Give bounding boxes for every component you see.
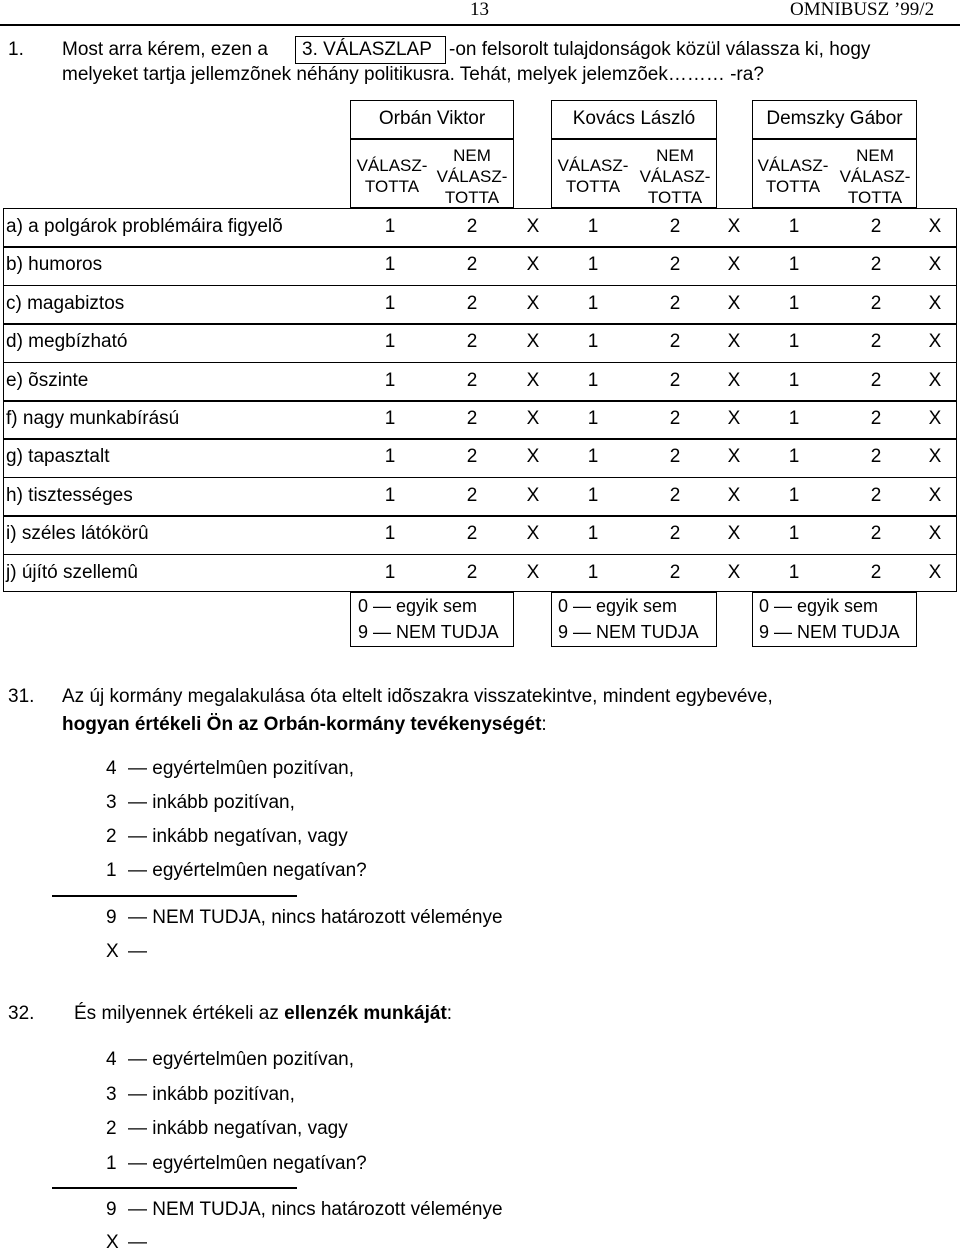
politician-name-1: Orbán Viktor [378, 108, 486, 129]
subheader-not-selected-3 [834, 145, 916, 208]
response-code[interactable]: 2 [669, 561, 681, 583]
response-code[interactable]: 1 [587, 446, 599, 468]
response-code[interactable]: X [928, 408, 942, 429]
response-code[interactable]: 2 [669, 369, 681, 391]
option-text: egyértelmûen pozitívan, [152, 1049, 355, 1070]
q32-text [74, 1003, 452, 1025]
response-code[interactable]: 2 [466, 369, 478, 391]
option-code: 2 [106, 1118, 117, 1139]
q31-line2-bold: hogyan értékeli Ön az Orbán-kormány tevékenységét [62, 714, 542, 735]
option-code: 9 [106, 1199, 117, 1220]
option-code: X [106, 941, 119, 962]
q1-text-line2: melyeket tartja jellemzõnek néhány politikusra. Tehát, melyek jelemzõek……… -ra? [62, 64, 764, 85]
response-code[interactable]: 2 [466, 484, 478, 506]
header-rule [0, 24, 960, 26]
option-code: 3 [106, 1084, 117, 1105]
response-code[interactable]: 2 [870, 523, 882, 545]
response-code[interactable]: 1 [788, 561, 800, 583]
response-code[interactable]: X [928, 523, 942, 545]
subheader-line: TOTTA [364, 177, 420, 196]
response-code[interactable]: 2 [669, 292, 681, 314]
option-code: 9 [106, 907, 117, 928]
q31-line2-end: : [541, 714, 547, 735]
row-label: b) humoros [6, 254, 103, 276]
row-divider [3, 515, 957, 517]
response-code[interactable]: X [928, 561, 942, 583]
row-divider [3, 362, 957, 364]
q32-option-1: 1 — egyértelmûen negatívan? [106, 1153, 367, 1174]
response-code[interactable]: 2 [870, 484, 882, 506]
response-code[interactable]: 2 [870, 369, 882, 391]
q32-text-end: : [446, 1003, 453, 1024]
response-code[interactable]: 1 [788, 484, 800, 506]
publication-title: OMNIBUSZ ’99/2 [790, 0, 935, 20]
response-code[interactable]: 1 [788, 369, 800, 391]
footer-line-none-1: 0 — egyik sem [358, 596, 478, 616]
q31-line2 [62, 714, 547, 736]
response-code[interactable]: X [727, 523, 741, 545]
response-code[interactable]: X [526, 292, 540, 314]
response-code[interactable]: 1 [788, 446, 800, 468]
q31-option-4: 4 — egyértelmûen pozitívan, [106, 758, 355, 779]
q32-number: 32. [8, 1003, 35, 1024]
q31-option-1: 1 — egyértelmûen negatívan? [106, 860, 367, 881]
response-code[interactable]: 1 [384, 484, 396, 506]
response-code[interactable]: X [928, 446, 942, 468]
response-code[interactable]: 1 [587, 216, 599, 237]
response-code[interactable]: 2 [870, 254, 882, 276]
response-code[interactable]: 1 [587, 292, 599, 314]
politician-header-divider-3 [752, 138, 917, 140]
row-label: h) tisztességes [6, 484, 133, 506]
subheader-line: TOTTA [765, 177, 821, 196]
q32-option-2: 2 — inkább negatívan, vagy [106, 1118, 348, 1139]
q32-separator [52, 1187, 297, 1189]
row-divider [3, 323, 957, 325]
option-code: 3 [106, 792, 117, 813]
response-code[interactable]: 1 [587, 523, 599, 545]
response-code[interactable]: 1 [587, 484, 599, 506]
row-label: g) tapasztalt [6, 446, 110, 468]
response-code[interactable]: X [727, 216, 741, 237]
subheader-line: VÁLASZ- [639, 167, 711, 186]
response-code[interactable]: 1 [788, 331, 800, 353]
response-code[interactable]: 2 [466, 408, 478, 429]
row-divider [3, 246, 957, 248]
q1-text-after: -on felsorolt tulajdonságok közül válassza ki, hogy [449, 39, 871, 60]
option-code: 4 [106, 1049, 117, 1070]
response-code[interactable]: X [727, 331, 741, 353]
response-code[interactable]: 2 [466, 216, 478, 237]
option-text: NEM TUDJA, nincs határozott véleménye [152, 1199, 503, 1220]
subheader-selected-1 [352, 155, 432, 197]
subheader-line: VÁLASZ- [839, 167, 911, 186]
footer-line-dontknow-2: 9 — NEM TUDJA [558, 622, 699, 642]
option-code: 4 [106, 758, 117, 779]
subheader-line: NEM [656, 146, 694, 165]
response-code[interactable]: X [526, 369, 540, 391]
response-code[interactable]: 1 [384, 408, 396, 429]
response-code[interactable]: X [928, 369, 942, 391]
option-text: inkább negatívan, vagy [152, 826, 348, 847]
response-code[interactable]: 2 [870, 408, 882, 429]
subheader-selected-2 [553, 155, 633, 197]
row-label: d) megbízható [6, 331, 128, 353]
response-code[interactable]: 2 [466, 331, 478, 353]
row-divider [3, 438, 957, 440]
row-divider [3, 285, 957, 287]
q31-number: 31. [8, 686, 35, 707]
response-code[interactable]: 2 [466, 254, 478, 276]
q31-option-9: 9 — NEM TUDJA, nincs határozott véleménye [106, 907, 503, 928]
q32-option-3: 3 — inkább pozitívan, [106, 1084, 295, 1105]
response-code[interactable]: 2 [466, 523, 478, 545]
subheader-line: NEM [856, 146, 894, 165]
response-code[interactable]: X [526, 216, 540, 237]
response-code[interactable]: 1 [788, 216, 800, 237]
q32-text-bold: ellenzék munkáját [284, 1003, 447, 1024]
subheader-not-selected-1 [432, 145, 512, 208]
response-code[interactable]: 2 [669, 446, 681, 468]
response-code[interactable]: 2 [669, 523, 681, 545]
response-code[interactable]: 1 [788, 523, 800, 545]
footer-line-none-2: 0 — egyik sem [558, 596, 678, 616]
response-code[interactable]: X [727, 254, 741, 276]
politician-header-divider-1 [350, 138, 514, 140]
response-code[interactable]: X [928, 292, 942, 314]
response-code[interactable]: 1 [384, 369, 396, 391]
row-label: i) széles látókörû [6, 523, 149, 545]
response-code[interactable]: X [526, 561, 540, 583]
response-code[interactable]: 2 [466, 561, 478, 583]
page-number: 13 [470, 0, 489, 20]
response-code[interactable]: 1 [384, 292, 396, 314]
row-label: j) újító szellemû [6, 561, 138, 583]
option-code: 2 [106, 826, 117, 847]
response-code[interactable]: 2 [870, 216, 882, 237]
response-code[interactable]: 2 [466, 446, 478, 468]
q32-option-9: 9 — NEM TUDJA, nincs határozott véleménye [106, 1199, 503, 1220]
response-code[interactable]: 1 [384, 216, 396, 237]
option-code: 1 [106, 1153, 117, 1174]
subheader-line: VÁLASZ- [557, 156, 629, 175]
response-code[interactable]: 2 [669, 254, 681, 276]
subheader-line: VÁLASZ- [757, 156, 829, 175]
subheader-not-selected-2 [634, 145, 716, 208]
subheader-line: VÁLASZ- [356, 156, 428, 175]
row-label: a) a polgárok problémáira figyelõ [6, 216, 283, 237]
response-code[interactable]: 2 [669, 484, 681, 506]
response-code[interactable]: 1 [788, 408, 800, 429]
option-text: inkább negatívan, vagy [152, 1118, 348, 1139]
response-code[interactable]: 1 [788, 292, 800, 314]
footer-line-dontknow-1: 9 — NEM TUDJA [358, 622, 499, 642]
footer-line-dontknow-3: 9 — NEM TUDJA [759, 622, 900, 642]
option-text: egyértelmûen negatívan? [152, 860, 367, 881]
subheader-line: NEM [453, 146, 491, 165]
response-code[interactable]: X [526, 484, 540, 506]
subheader-line: TOTTA [647, 188, 703, 207]
q1-text-before: Most arra kérem, ezen a [62, 39, 268, 60]
row-label: c) magabiztos [6, 292, 125, 314]
response-code[interactable]: X [928, 331, 942, 353]
response-code[interactable]: 1 [587, 408, 599, 429]
subheader-line: TOTTA [444, 188, 500, 207]
row-divider [3, 400, 957, 402]
response-code[interactable]: X [727, 484, 741, 506]
response-code[interactable]: X [526, 254, 540, 276]
option-text: egyértelmûen negatívan? [152, 1153, 367, 1174]
q32-option-x: X — [106, 1232, 147, 1253]
response-code[interactable]: X [727, 369, 741, 391]
option-code: 1 [106, 860, 117, 881]
q31-line1: Az új kormány megalakulása óta eltelt idõszakra visszatekintve, mindent egybevéve, [62, 686, 773, 707]
response-code[interactable]: 2 [870, 446, 882, 468]
response-code[interactable]: X [727, 292, 741, 314]
response-code[interactable]: 2 [669, 216, 681, 237]
response-code[interactable]: 1 [384, 446, 396, 468]
response-code[interactable]: 1 [384, 523, 396, 545]
response-code[interactable]: X [526, 331, 540, 353]
response-code[interactable]: X [526, 408, 540, 429]
subheader-selected-3 [753, 155, 833, 197]
row-label: f) nagy munkabírású [6, 408, 180, 429]
option-text: inkább pozitívan, [152, 792, 295, 813]
response-code[interactable]: 1 [587, 369, 599, 391]
subheader-line: TOTTA [847, 188, 903, 207]
q31-option-3: 3 — inkább pozitívan, [106, 792, 295, 813]
response-code[interactable]: 1 [587, 254, 599, 276]
subheader-line: TOTTA [565, 177, 621, 196]
option-text: inkább pozitívan, [152, 1084, 295, 1105]
response-code[interactable]: 2 [870, 292, 882, 314]
q32-option-4: 4 — egyértelmûen pozitívan, [106, 1049, 355, 1070]
response-code[interactable]: X [928, 484, 942, 506]
response-code[interactable]: X [928, 254, 942, 276]
response-code[interactable]: X [727, 408, 741, 429]
row-divider [3, 554, 957, 556]
option-text: egyértelmûen pozitívan, [152, 758, 355, 779]
response-code[interactable]: X [727, 561, 741, 583]
subheader-line: VÁLASZ- [436, 167, 508, 186]
politician-name-2: Kovács László [572, 108, 696, 129]
response-code[interactable]: 1 [384, 254, 396, 276]
response-code[interactable]: X [928, 216, 942, 237]
q31-separator [52, 895, 297, 897]
response-code[interactable]: 2 [669, 408, 681, 429]
response-code[interactable]: 2 [870, 331, 882, 353]
politician-name-3: Demszky Gábor [766, 108, 903, 129]
response-code[interactable]: X [727, 446, 741, 468]
response-code[interactable]: X [526, 523, 540, 545]
response-code[interactable]: 1 [384, 561, 396, 583]
footer-line-none-3: 0 — egyik sem [759, 596, 879, 616]
option-code: X [106, 1232, 119, 1253]
option-text: NEM TUDJA, nincs határozott véleménye [152, 907, 503, 928]
card-label: 3. VÁLASZLAP [302, 39, 432, 60]
response-code[interactable]: 2 [669, 331, 681, 353]
row-label: e) õszinte [6, 369, 89, 391]
q1-number: 1. [8, 39, 24, 60]
response-code[interactable]: 1 [587, 331, 599, 353]
response-code[interactable]: 2 [466, 292, 478, 314]
response-code[interactable]: 1 [384, 331, 396, 353]
q31-option-2: 2 — inkább negatívan, vagy [106, 826, 348, 847]
response-code[interactable]: 1 [788, 254, 800, 276]
row-divider [3, 477, 957, 479]
response-code[interactable]: X [526, 446, 540, 468]
response-code[interactable]: 2 [870, 561, 882, 583]
response-code[interactable]: 1 [587, 561, 599, 583]
politician-header-divider-2 [551, 138, 717, 140]
q31-option-x: X — [106, 941, 147, 962]
q32-text-before: És milyennek értékeli az [74, 1003, 279, 1024]
